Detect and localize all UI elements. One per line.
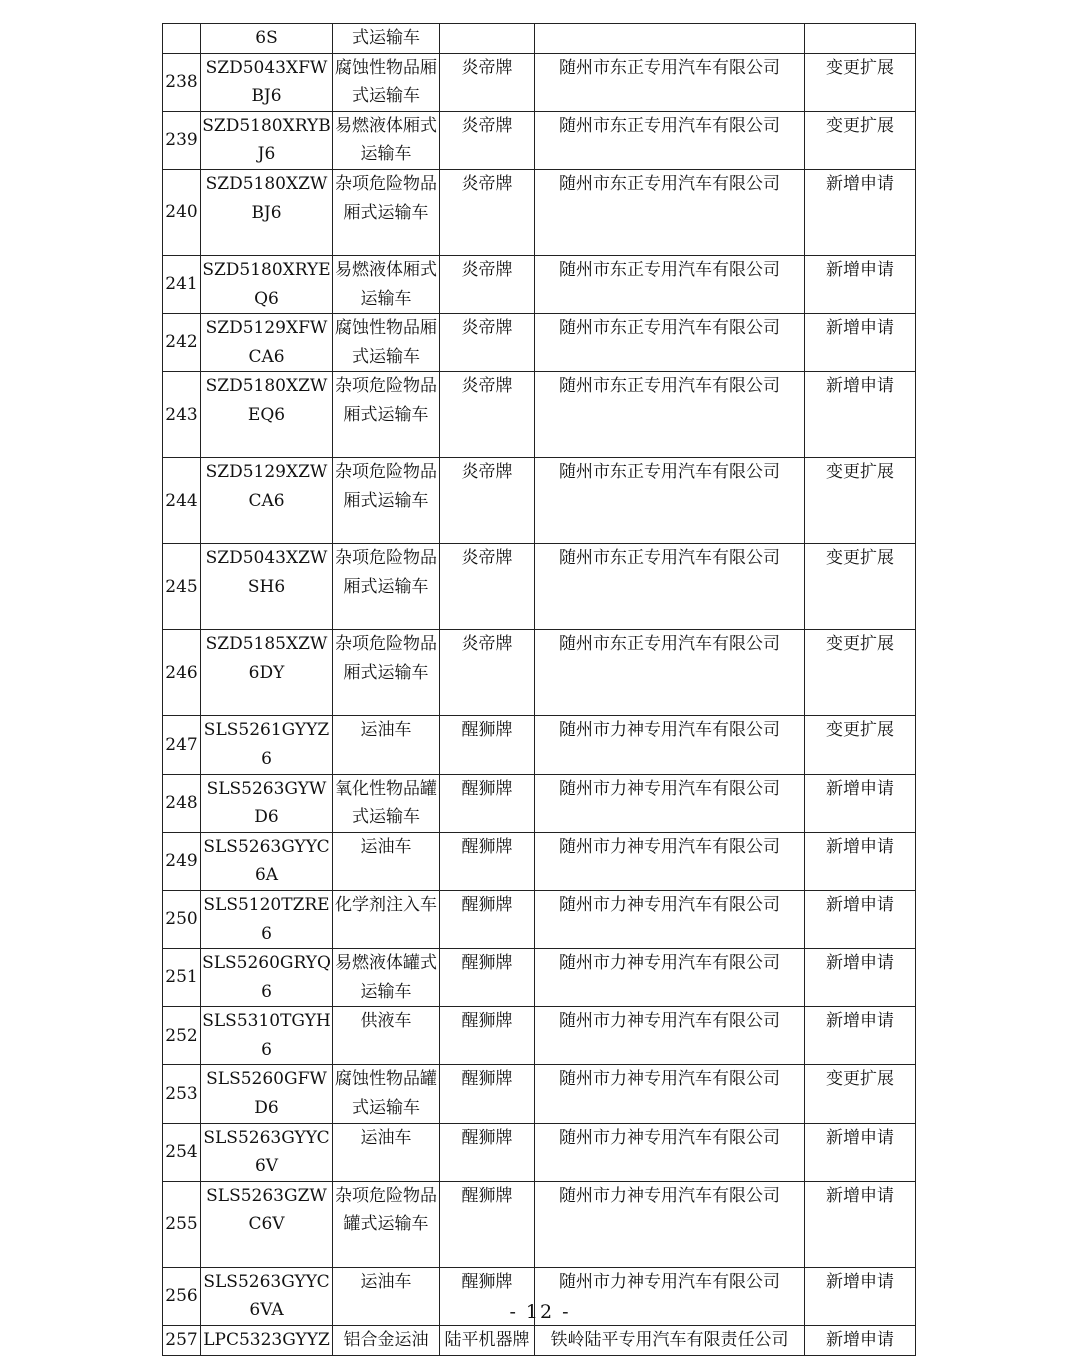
application-type: 新增申请 — [805, 372, 916, 458]
application-type: 变更扩展 — [805, 53, 916, 111]
brand: 醒狮牌 — [440, 716, 535, 774]
model-code: SLS5120TZRE6 — [201, 890, 333, 948]
vehicle-name: 易燃液体罐式运输车 — [333, 949, 440, 1007]
row-number — [163, 24, 201, 54]
model-code: SLS5263GYYC6A — [201, 832, 333, 890]
model-code: SZD5043XZWSH6 — [201, 544, 333, 630]
table-row — [163, 832, 916, 890]
vehicle-name: 杂项危险物品厢式运输车 — [333, 372, 440, 458]
model-code: SLS5263GYWD6 — [201, 774, 333, 832]
row-number: 242 — [163, 314, 201, 372]
row-number: 249 — [163, 832, 201, 890]
table-row — [163, 458, 916, 544]
company: 随州市东正专用汽车有限公司 — [535, 458, 805, 544]
company: 随州市力神专用汽车有限公司 — [535, 832, 805, 890]
table-row — [163, 544, 916, 630]
model-code: SZD5180XZWBJ6 — [201, 169, 333, 255]
company: 随州市力神专用汽车有限公司 — [535, 1065, 805, 1123]
table-row — [163, 890, 916, 948]
company: 随州市东正专用汽车有限公司 — [535, 53, 805, 111]
table-row — [163, 24, 916, 54]
brand: 醒狮牌 — [440, 774, 535, 832]
company: 随州市力神专用汽车有限公司 — [535, 716, 805, 774]
vehicle-name: 杂项危险物品厢式运输车 — [333, 630, 440, 716]
row-number: 238 — [163, 53, 201, 111]
vehicle-name: 供液车 — [333, 1007, 440, 1065]
application-type: 新增申请 — [805, 1007, 916, 1065]
vehicle-table — [162, 23, 916, 1356]
application-type: 新增申请 — [805, 1123, 916, 1181]
company: 随州市力神专用汽车有限公司 — [535, 1123, 805, 1181]
brand: 醒狮牌 — [440, 1065, 535, 1123]
brand: 炎帝牌 — [440, 630, 535, 716]
company: 随州市力神专用汽车有限公司 — [535, 1181, 805, 1267]
brand: 醒狮牌 — [440, 1181, 535, 1267]
row-number: 243 — [163, 372, 201, 458]
model-code: LPC5323GYYZ — [201, 1326, 333, 1356]
vehicle-name: 氧化性物品罐式运输车 — [333, 774, 440, 832]
application-type: 变更扩展 — [805, 544, 916, 630]
model-code: SZD5180XRYEQ6 — [201, 255, 333, 313]
model-code: 6S — [201, 24, 333, 54]
company: 随州市东正专用汽车有限公司 — [535, 544, 805, 630]
model-code: SLS5261GYYZ6 — [201, 716, 333, 774]
brand: 醒狮牌 — [440, 1123, 535, 1181]
application-type: 新增申请 — [805, 949, 916, 1007]
row-number: 254 — [163, 1123, 201, 1181]
company: 随州市力神专用汽车有限公司 — [535, 1007, 805, 1065]
row-number: 240 — [163, 169, 201, 255]
table-row — [163, 169, 916, 255]
vehicle-name: 杂项危险物品厢式运输车 — [333, 169, 440, 255]
company: 随州市东正专用汽车有限公司 — [535, 169, 805, 255]
vehicle-name: 铝合金运油 — [333, 1326, 440, 1356]
row-number: 246 — [163, 630, 201, 716]
table-row — [163, 1065, 916, 1123]
application-type: 新增申请 — [805, 1181, 916, 1267]
company: 随州市力神专用汽车有限公司 — [535, 890, 805, 948]
application-type: 新增申请 — [805, 1326, 916, 1356]
vehicle-name: 运油车 — [333, 1123, 440, 1181]
table-row — [163, 1123, 916, 1181]
table-row — [163, 1007, 916, 1065]
table-row — [163, 111, 916, 169]
application-type: 新增申请 — [805, 832, 916, 890]
row-number: 239 — [163, 111, 201, 169]
row-number: 248 — [163, 774, 201, 832]
application-type: 变更扩展 — [805, 458, 916, 544]
model-code: SZD5043XFWBJ6 — [201, 53, 333, 111]
table-row — [163, 1181, 916, 1267]
application-type: 变更扩展 — [805, 1065, 916, 1123]
model-code: SZD5180XRYBJ6 — [201, 111, 333, 169]
vehicle-name: 腐蚀性物品厢式运输车 — [333, 314, 440, 372]
application-type: 新增申请 — [805, 314, 916, 372]
brand: 醒狮牌 — [440, 832, 535, 890]
table-row — [163, 630, 916, 716]
application-type: 新增申请 — [805, 774, 916, 832]
company: 随州市力神专用汽车有限公司 — [535, 1267, 805, 1325]
brand: 醒狮牌 — [440, 1007, 535, 1065]
company: 随州市东正专用汽车有限公司 — [535, 111, 805, 169]
model-code: SZD5180XZWEQ6 — [201, 372, 333, 458]
brand: 陆平机器牌 — [440, 1326, 535, 1356]
application-type: 变更扩展 — [805, 716, 916, 774]
brand: 炎帝牌 — [440, 372, 535, 458]
table-row — [163, 53, 916, 111]
row-number: 251 — [163, 949, 201, 1007]
row-number: 245 — [163, 544, 201, 630]
brand: 炎帝牌 — [440, 544, 535, 630]
vehicle-name: 运油车 — [333, 832, 440, 890]
row-number: 247 — [163, 716, 201, 774]
vehicle-name: 杂项危险物品罐式运输车 — [333, 1181, 440, 1267]
table-row — [163, 255, 916, 313]
brand: 炎帝牌 — [440, 458, 535, 544]
vehicle-name: 易燃液体厢式运输车 — [333, 111, 440, 169]
application-type: 新增申请 — [805, 169, 916, 255]
table-row — [163, 372, 916, 458]
company: 铁岭陆平专用汽车有限责任公司 — [535, 1326, 805, 1356]
vehicle-name: 腐蚀性物品罐式运输车 — [333, 1065, 440, 1123]
application-type: 变更扩展 — [805, 111, 916, 169]
model-code: SLS5260GRYQ6 — [201, 949, 333, 1007]
brand: 炎帝牌 — [440, 53, 535, 111]
brand: 醒狮牌 — [440, 949, 535, 1007]
model-code: SZD5129XFWCA6 — [201, 314, 333, 372]
vehicle-name: 化学剂注入车 — [333, 890, 440, 948]
model-code: SLS5310TGYH6 — [201, 1007, 333, 1065]
application-type: 新增申请 — [805, 255, 916, 313]
application-type: 变更扩展 — [805, 630, 916, 716]
row-number: 255 — [163, 1181, 201, 1267]
company: 随州市东正专用汽车有限公司 — [535, 372, 805, 458]
vehicle-name: 运油车 — [333, 716, 440, 774]
brand: 炎帝牌 — [440, 169, 535, 255]
brand — [440, 24, 535, 54]
company: 随州市东正专用汽车有限公司 — [535, 314, 805, 372]
brand: 炎帝牌 — [440, 314, 535, 372]
row-number: 241 — [163, 255, 201, 313]
company — [535, 24, 805, 54]
table-row — [163, 774, 916, 832]
vehicle-name: 式运输车 — [333, 24, 440, 54]
row-number: 252 — [163, 1007, 201, 1065]
application-type — [805, 24, 916, 54]
company: 随州市东正专用汽车有限公司 — [535, 255, 805, 313]
vehicle-name: 杂项危险物品厢式运输车 — [333, 458, 440, 544]
table-row — [163, 716, 916, 774]
company: 随州市力神专用汽车有限公司 — [535, 949, 805, 1007]
row-number: 250 — [163, 890, 201, 948]
model-code: SZD5129XZWCA6 — [201, 458, 333, 544]
application-type: 新增申请 — [805, 1267, 916, 1325]
model-code: SLS5260GFWD6 — [201, 1065, 333, 1123]
model-code: SLS5263GZWC6V — [201, 1181, 333, 1267]
application-type: 新增申请 — [805, 890, 916, 948]
vehicle-name: 腐蚀性物品厢式运输车 — [333, 53, 440, 111]
row-number: 257 — [163, 1326, 201, 1356]
row-number: 253 — [163, 1065, 201, 1123]
brand: 醒狮牌 — [440, 890, 535, 948]
model-code: SLS5263GYYC6V — [201, 1123, 333, 1181]
brand: 炎帝牌 — [440, 255, 535, 313]
table-row — [163, 949, 916, 1007]
table-row — [163, 1326, 916, 1356]
brand: 炎帝牌 — [440, 111, 535, 169]
vehicle-name: 易燃液体厢式运输车 — [333, 255, 440, 313]
page-number: - 12 - — [509, 1301, 571, 1323]
model-code: SZD5185XZW6DY — [201, 630, 333, 716]
brand: 醒狮牌 — [440, 1267, 535, 1325]
company: 随州市力神专用汽车有限公司 — [535, 774, 805, 832]
row-number: 244 — [163, 458, 201, 544]
model-code: SLS5263GYYC6VA — [201, 1267, 333, 1325]
table-row — [163, 314, 916, 372]
vehicle-name: 杂项危险物品厢式运输车 — [333, 544, 440, 630]
company: 随州市东正专用汽车有限公司 — [535, 630, 805, 716]
row-number: 256 — [163, 1267, 201, 1325]
vehicle-name: 运油车 — [333, 1267, 440, 1325]
